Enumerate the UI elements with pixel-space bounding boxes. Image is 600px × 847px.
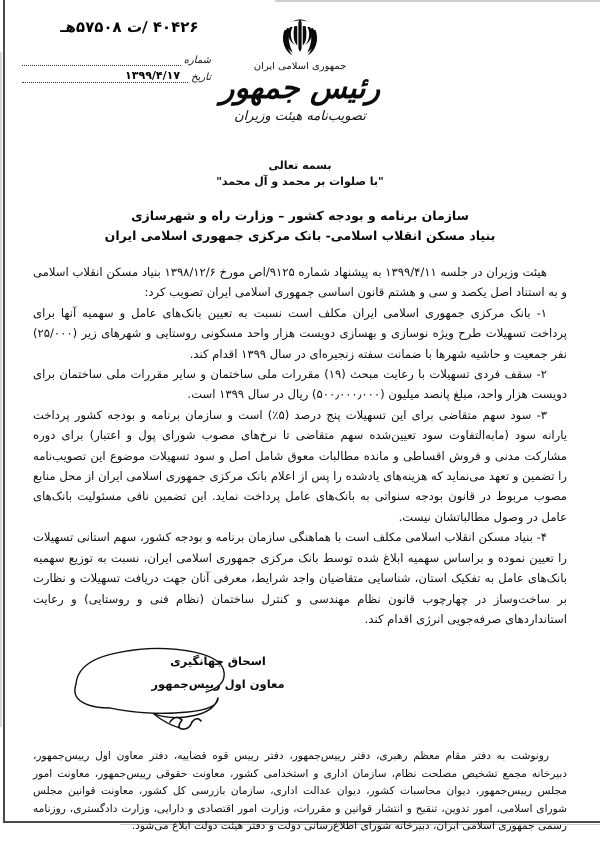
distribution-list — [33, 748, 567, 836]
bismillah-line: بسمه تعالی — [268, 159, 332, 172]
body-clause-1: ۱- بانک مرکزی جمهوری اسلامی ایران مکلف است نسبت به تعیین بانک‌های عامل و سهمیه آنها برای پرداخت تسهیلات طرح ویژه نوسازی و بهسازی دویست هزار واحد مسکونی روستایی و شهرهای زیر (۲۵/۰۰۰) نفر جمعیت و حاشیه شهرها با ضمانت سفته زنجیره‌ای در سال ۱۳۹۹ اقدام کند. — [33, 305, 567, 361]
document-header — [0, 0, 600, 152]
signatory-title: معاون اول رییس‌جمهور — [151, 677, 285, 691]
addressee-line-2: بنیاد مسکن انقلاب اسلامی- بانک مرکزی جمهوری اسلامی ایران — [104, 228, 496, 243]
body-clause-2: ۲- سقف فردی تسهیلات با رعایت مبحث (۱۹) مقررات ملی ساختمان و سایر مقررات ملی ساختمان برای دویست هزار واحد، مبلغ پانصد میلیون (۵۰۰٫۰۰۰٫۰۰۰) ریال در سال ۱۳۹۹ است. — [33, 367, 567, 402]
meta-fields — [22, 49, 237, 83]
salawat-line: "با صلوات بر محمد و آل محمد" — [216, 175, 384, 188]
document-meta-block — [22, 18, 237, 83]
addressee-block — [0, 206, 600, 246]
body-clause-3: ۳- سود سهم متقاضی برای این تسهیلات پنج درصد (۵٪) است و سازمان برنامه و بودجه کشور پرداخت یارانه سود (مابه‌التفاوت سود تعیین‌شده سهم متقاضی تا نرخ‌های مصوب شورای پول و اعتبار) برای دوره مشارکت مدنی و فروش اقساطی و مانده مطالبات معوق شامل اصل و سود تسهیلات موضوع این تصویب‌نامه را تضمین و تعهد می‌نماید که هزینه‌های یادشده را پس از اعلام بانک مرکزی جمهوری اسلامی ایران از محل منابع مصوب مربوط در قانون بودجه سنواتی به بانک‌های عامل پرداخت نماید. این تضمین نافی مسئولیت بانک‌های عامل در وصول مطالباتشان نیست. — [33, 407, 567, 524]
date-field-row — [22, 66, 211, 83]
invocation-block — [0, 158, 600, 190]
number-field-label: شماره — [183, 55, 211, 66]
president-title: رئیس جمهور — [219, 71, 381, 106]
body-clause-4: ۴- بنیاد مسکن انقلاب اسلامی مکلف است با هماهنگی سازمان برنامه و بودجه کشور، سهم استانی تسهیلات را تعیین نموده و براساس سهمیه ابلاغ شده توسط بانک مرکزی جمهوری اسلامی ایران، نسبت به توزیع سهمیه بانک‌های عامل به تفکیک استان، شناسایی متقاضیان واجد شرایط، معرفی آنان جهت دریافت تسهیلات و نظارت بر ساخت‌وساز در چهارچوب قانون نظام مهندسی و کنترل ساختمان (نظام فنی و روستایی) و رعایت استانداردهای صرفه‌جویی انرژی اقدام کند. — [33, 530, 567, 626]
decree-subtitle: تصویب‌نامه هیئت وزیران — [234, 109, 366, 124]
body-preamble: هیئت وزیران در جلسه ۱۳۹۹/۴/۱۱ به پیشنهاد شماره ۹۱۲۵/اص مورخ ۱۳۹۸/۱۲/۶ بنیاد مسکن انقلاب اسلامی و به استناد اصل یکصد و سی و هشتم قانون اساسی جمهوری اسلامی ایران تصویب کرد: — [33, 265, 567, 300]
addressee-line-1: سازمان برنامه و بودجه کشور – وزارت راه و شهرسازی — [131, 208, 469, 223]
signature-block — [0, 652, 600, 747]
document-body — [33, 262, 567, 629]
distribution-paragraph: رونوشت به دفتر مقام معظم رهبری، دفتر ریيس‌جمهور، دفتر ریيس قوه قضاییه، دفتر معاون اول رییس‌جمهور، دبیرخانه مجمع تشخیص مصلحت نظام، سازمان اداری و استخدامی کشور، معاونت حقوقی رییس‌جمهور، معاونت امور مجلس رییس‌جمهور، دیوان محاسبات کشور، دیوان عدالت اداری، سازمان بازرسی کل کشور، معاونت قوانین مجلس شورای اسلامی، امور تدوین، تنقیح و انتشار قوانین و مقررات، وزارت امور اقتصادی و دارایی، وزارت دادگستری، روزنامه رسمی جمهوری اسلامی ایران، دبیرخانه شورای اطلاع‌رسانی دولت و دفتر هیئت دولت ابلاغ می‌شود. — [33, 750, 567, 833]
signatory — [143, 652, 293, 694]
signatory-name: اسحاق جهانگیری — [170, 654, 266, 668]
republic-title: جمهوری اسلامی ایران — [253, 61, 347, 72]
number-field-row — [22, 49, 211, 66]
page-edge-left-faint — [0, 52, 2, 727]
document-number: ۴۰۴۲۶ /ت ۵۷۵۰۸هـ — [60, 18, 199, 36]
date-field-value: ۱۳۹۹/۴/۱۷ — [125, 69, 181, 82]
date-field-label: تاریخ — [191, 72, 211, 83]
number-field-dots — [22, 54, 181, 66]
date-field-dots — [22, 71, 188, 83]
iran-emblem-icon — [277, 16, 323, 60]
